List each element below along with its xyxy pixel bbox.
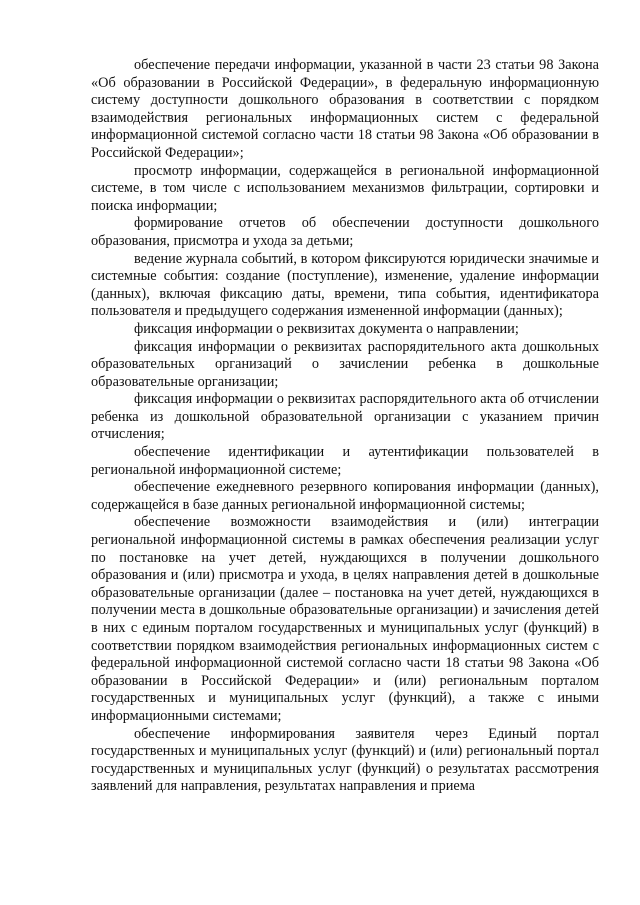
paragraph-integration: обеспечение возможности взаимодействия и (или) интеграции региональной информационной системы в рамках обеспечения реализации услуг по постановке на учет детей, нуждающихся в получении дошкольного образования и (или) присмотра и ухода, в целях направления детей в дошкольные образовательные организации (далее – постановка на учет детей, нуждающихся в получении места в дошкольные образовательные организации) и зачисления детей в них с единым порталом государственных и муниципальных услуг (функций) в соответствии порядком взаимодействия региональных информационных систем с федеральной информационной системой согласно части 18 статьи 98 Закона «Об образовании в Российской Федерации» и (или) региональным порталом государственных и муниципальных услуг (функций), а также с иными информационными системами; bbox=[91, 514, 599, 724]
paragraph-enrollment-act: фиксация информации о реквизитах распорядительного акта дошкольных образовательных организаций о зачислении ребенка в дошкольные образовательные организации; bbox=[91, 338, 599, 390]
paragraph-expulsion-act: фиксация информации о реквизитах распорядительного акта об отчислении ребенка из дошкольной образовательной организации с указанием причин отчисления; bbox=[91, 391, 599, 443]
paragraph-authentication: обеспечение идентификации и аутентификации пользователей в региональной информационной системе; bbox=[91, 444, 599, 478]
paragraph-applicant-notification: обеспечение информирования заявителя через Единый портал государственных и муниципальных услуг (функций) и (или) региональный портал государственных и муниципальных услуг (функций) о результатах рассмотрения заявлений для направления, результатах направления и приема bbox=[91, 725, 599, 795]
paragraph-reports: формирование отчетов об обеспечении доступности дошкольного образования, присмотра и ухода за детьми; bbox=[91, 215, 599, 249]
document-page bbox=[91, 57, 599, 796]
paragraph-referral-details: фиксация информации о реквизитах документа о направлении; bbox=[134, 320, 519, 337]
paragraph-info-transfer: обеспечение передачи информации, указанной в части 23 статьи 98 Закона «Об образовании в Российской Федерации», в федеральную информационную систему доступности дошкольного образования в соответствии с порядком взаимодействия региональных информационных систем с федеральной информационной системой согласно части 18 статьи 98 Закона «Об образовании в Российской Федерации»; bbox=[91, 57, 599, 161]
paragraph-backup: обеспечение ежедневного резервного копирования информации (данных), содержащейся в базе данных региональной информационной системы; bbox=[91, 479, 599, 513]
paragraph-event-log: ведение журнала событий, в котором фиксируются юридически значимые и системные события: создание (поступление), изменение, удаление информации (данных), включая фиксацию даты, времени, типа события, идентификатора пользователя и предыдущего содержания измененной информации (данных); bbox=[91, 250, 599, 320]
paragraph-view-info: просмотр информации, содержащейся в региональной информационной системе, в том числе с использованием механизмов фильтрации, сортировки и поиска информации; bbox=[91, 162, 599, 214]
